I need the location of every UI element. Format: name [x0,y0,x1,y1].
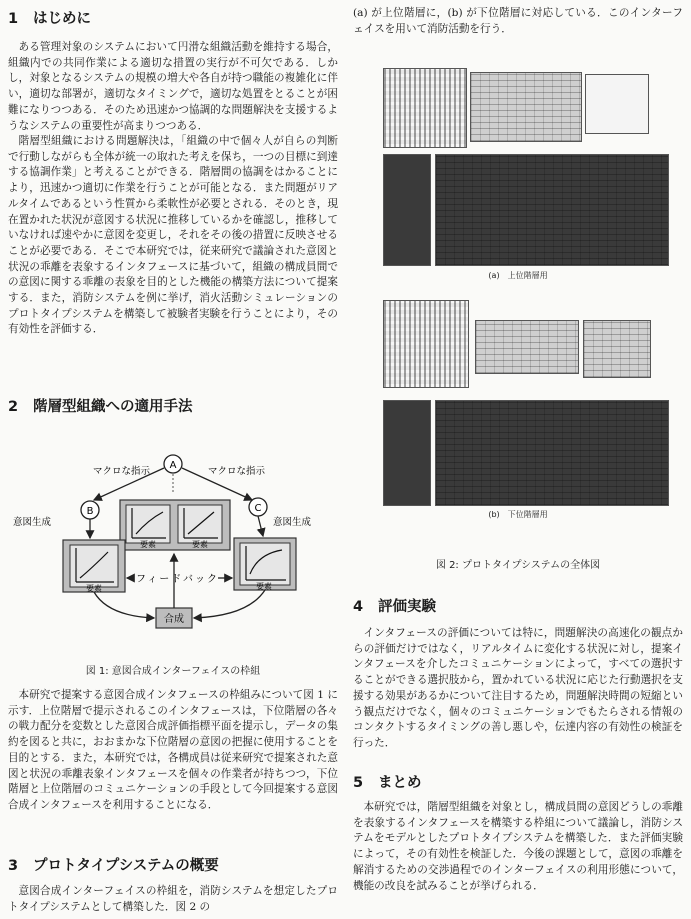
screenshot-map-a [383,68,467,148]
section-3 [8,857,338,875]
section-number: 2 [8,399,19,415]
screenshot-table-a [435,154,669,266]
figure-2b [383,296,673,506]
section-title: 評価実験 [378,599,436,615]
screenshot-table-b [435,400,669,506]
node-b-label: B [86,506,94,517]
paragraph-intro-2: 階層型組織における問題解決は，「組織の中で個々人が自らの判断で行動しながらも全体が統一の取れた考えを保ち，一つの目標に到達する協調作業」と考えることができる．階層間の協調をはかることにより，迅速かつ適切に作業を行うことが可能となる．また問題がリアルタイムであるという性質から柔軟性が必要とされる．そのとき，現在置かれた状況が意図する状況に推移しているかを確認し，推移していなければ速やかに意図を変更し，それをその後の措置に反映させることが必要である．そこで本研究では，従来研究で議論された意図と状況の乖離を表象するインタフェースに基づいて，組織の構成員間での意図に関する乖離の表象を目的とした機能の構築方法について提案する．また，消防システムを例に挙げ，消火活動シミュレーションのプロトタイプシステムを構築して被験者実験を行うことにより，その有効性を評価する． [8,135,338,336]
axis-label: 要素 [256,582,272,591]
paragraph-eval-1: インタフェースの評価については特に，問題解決の高速化の観点からの評価だけではなく，リアルタイムに変化する状況に対し，提案インタフェースを介したコミュニケーションによって，すべての選択することができる選択肢から，置かれている状況に応じた行動選択を支援する効果があるかについて注目するため，問題解決時間の短縮という観点だけでなく，個々のコミュニケーションでもたらされる情報のコンタクトするタイミングの善し悪しや，伝達内容の有効性の検証を行った． [353,627,683,749]
section-4 [353,598,683,616]
section-heading [8,398,338,416]
section-title: まとめ [378,775,422,791]
intent-synthesis-diagram [8,450,338,635]
figure-2a [383,60,673,270]
graph-center-left [126,505,170,543]
arrow-left-to-synthesis [94,592,154,618]
label-intent-right: 意図生成 [273,517,312,528]
section-number: 3 [8,858,19,874]
section-heading [353,774,683,792]
screenshot-sidebar-b [383,400,431,506]
figure-2-caption: 図 2: プロトタイプシステムの全体図 [435,560,601,571]
screenshot-sidebar-a [383,154,431,266]
paragraph-proto-2: (a) が上位階層に，(b) が下位階層に対応している．このインターフェイスを用いて消防活動を行う． [353,7,683,35]
figure-1-caption: 図 1: 意図合成インターフェイスの枠組 [85,666,261,677]
section-2 [8,398,338,416]
screenshot-panel-b [475,320,579,374]
section-number: 4 [353,599,364,615]
figure-2b-caption: (b) 下位階層用 [488,510,548,519]
section-number: 5 [353,775,364,791]
section-number: 1 [8,11,19,27]
section-title: プロトタイプシステムの概要 [33,858,219,874]
section-heading [353,598,683,616]
figure-1 [8,450,338,635]
screenshot-panel-a [470,72,582,142]
axis-label: 要素 [86,584,102,593]
paragraph-intro-1: ある管理対象のシステムにおいて円滑な組織活動を維持する場合，組織内での共同作業による適切な措置の実行が不可欠である．しかし，対象となるシステムの規模の増大や各自が持つ職能の複雑化に伴い，適切な部署が，適切なタイミングで，適切な処置をとることが困難になりつつある．そのため迅速かつ協調的な問題解決を支援するようなシステムの重要性が高まりつつある． [8,41,338,132]
paragraph-method-1: 本研究で提案する意図合成インタフェースの枠組みについて図 1 に示す．上位階層で提示されるこのインタフェースは，下位階層の各々の戦力配分を変数とした意図合成評価指標平面を提示し，データの集約を図ると共に，おおまかな下位階層の意図の把握に使用することを目的とする．また，本研究では，各構成員は従来研究で提案された意図と状況の乖離表象インタフェースを個々の作業者が持ちつつ，下位階層と上位階層のコミュニケーションの手段として今回提案する意図合成インタフェースを利用することになる． [8,689,338,811]
axis-label: 要素 [192,540,208,549]
section-5 [353,774,683,792]
graph-right [240,543,290,585]
paragraph-proto-1: 意図合成インターフェイスの枠組を，消防システムを想定したプロトタイプシステムとして構築した．図 2 の [8,885,338,913]
node-c-label: C [254,503,262,514]
section-1 [8,10,338,28]
axis-label: 要素 [140,540,156,549]
label-macro-left: マクロな指示 [93,466,151,477]
section-heading [8,857,338,875]
screenshot-white-a [585,74,649,134]
section-title: はじめに [33,11,91,27]
section-heading [8,10,338,28]
paragraph-summary-1: 本研究では，階層型組織を対象とし，構成員間の意図どうしの乖離を表象するインタフェースを構築する枠組について議論し，消防システムをモデルとしたプロトタイプシステムを構築した．また評価実験によって，その有効性を検証した．今後の課題として，意図の乖離を解消するための交渉過程でのインターフェイスの利用形態について，機能の改良を試みることが挙げられる． [353,801,683,892]
arrow-c-to-panel [258,516,263,536]
label-feedback: フィードバック [136,574,219,585]
arrow-right-to-synthesis [194,590,265,618]
node-a-label: A [169,460,177,471]
figure-2a-caption: (a) 上位階層用 [488,271,548,280]
section-title: 階層型組織への適用手法 [33,399,193,415]
label-macro-right: マクロな指示 [208,466,266,477]
screenshot-small-b [583,320,651,378]
screenshot-map-b [383,300,469,388]
label-synthesis: 合成 [164,614,184,625]
label-intent-left: 意図生成 [13,517,52,528]
